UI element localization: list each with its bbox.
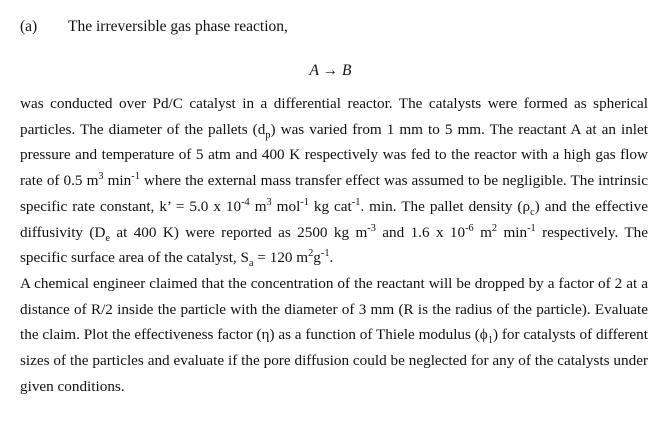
question-header (20, 18, 288, 36)
paragraph-task: A chemical engineer claimed that the concentration of the reactant will be dropped by a factor of 2 at a distance of R/2 inside the particle with the diameter of 3 mm (R is the radius of the particle). Evaluate the claim. Plot the effectiveness factor (η) as a function of Thiele modulus $(\phi_1)$ for catalysts of different sizes of the particles and evaluate if the pore diffusion could be neglected for any of the catalysts under given conditions. (20, 274, 648, 395)
question-body (20, 91, 648, 399)
paragraph-conditions: was conducted over Pd/C catalyst in a differential reactor. The catalysts were formed as spherical particles. The diameter of the pallets $(d_p)$ was varied from 1 mm to 5 mm. The reactant A at an inlet pressure and temperature of 5 atm and 400 K respectively was fed to the reactor with a high gas flow rate of 0.5 $m^3$ $\min^{-1}$ where the external mass transfer effect was assumed to be negligible. The intrinsic specific rate constant, k’ = 5.0 x $10^{-4}$ $m^3$ mol$^{-1}$ kg cat$^{-1}$. min. The pallet density $(\rho_c)$ and the effective diffusivity ($D_e$ at 400 K) were reported as 2500 kg $m^{-3}$ and 1.6 x $10^{-6}$ $m^2$ $\min^{-1}$ respectively. The specific surface area of the catalyst, $S_a = 120$ $m^2g^{-1}$. (20, 95, 648, 270)
reaction-equation: A → B (309, 62, 352, 79)
question-label: (a) (20, 18, 38, 35)
question-intro: The irreversible gas phase reaction, (68, 18, 288, 35)
